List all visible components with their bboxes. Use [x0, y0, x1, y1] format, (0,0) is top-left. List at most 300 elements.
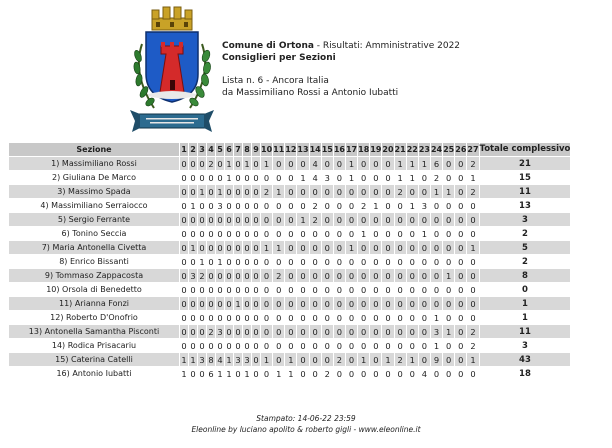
section-votes: 0: [443, 283, 454, 296]
title-line: [222, 41, 460, 53]
section-votes: 0: [297, 241, 308, 254]
section-votes: 0: [431, 367, 442, 380]
candidate-total: 43: [480, 353, 571, 366]
section-votes: 0: [199, 172, 205, 183]
section-votes: 0: [431, 269, 442, 282]
section-votes: 0: [190, 340, 196, 351]
section-votes: 0: [395, 241, 406, 254]
table-row: [9, 171, 570, 184]
section-votes: 0: [431, 255, 442, 268]
section-votes: 0: [261, 339, 272, 352]
candidate-total: 8: [480, 269, 571, 282]
section-votes: 0: [217, 158, 223, 169]
section-votes: 0: [190, 214, 196, 225]
section-votes: 0: [419, 269, 430, 282]
section-votes: 0: [322, 269, 333, 282]
table-body: [9, 157, 570, 380]
section-votes: 0: [395, 269, 406, 282]
section-votes: 0: [244, 172, 250, 183]
section-votes: 2: [467, 157, 478, 170]
candidate-total: 18: [480, 367, 571, 380]
ortona-coat-of-arms: [126, 4, 218, 140]
section-votes: 1: [285, 367, 296, 380]
section-votes: 3: [217, 326, 223, 337]
section-votes: 0: [467, 213, 478, 226]
section-votes: 0: [226, 298, 232, 309]
header-section-19: 19: [370, 145, 382, 154]
section-votes: 0: [235, 242, 241, 253]
header-section-7: 7: [235, 145, 241, 154]
header-section-18: 18: [358, 145, 370, 154]
section-votes: 0: [285, 339, 296, 352]
section-votes: 0: [253, 312, 259, 323]
section-votes: 0: [322, 213, 333, 226]
section-votes: 0: [370, 297, 381, 310]
section-votes: 0: [382, 269, 393, 282]
section-votes: 0: [297, 269, 308, 282]
table-row: [9, 241, 570, 254]
section-votes: 0: [235, 158, 241, 169]
candidate-name: 15) Caterina Catelli: [9, 353, 179, 366]
section-votes: 0: [273, 171, 284, 184]
section-votes: 0: [235, 172, 241, 183]
section-votes: 0: [358, 269, 369, 282]
section-votes: 0: [226, 200, 232, 211]
section-votes: 0: [322, 227, 333, 240]
section-votes: 0: [190, 228, 196, 239]
section-votes: 0: [261, 283, 272, 296]
subtitle: Consiglieri per Sezioni: [222, 52, 336, 63]
section-votes: 0: [297, 255, 308, 268]
section-votes: 0: [310, 241, 321, 254]
page-footer: [0, 413, 612, 435]
section-votes: 1: [181, 354, 187, 365]
section-votes: 0: [467, 199, 478, 212]
section-votes: 0: [334, 339, 345, 352]
section-votes: 0: [273, 325, 284, 338]
section-votes: 0: [455, 367, 466, 380]
section-votes: 1: [226, 368, 232, 379]
section-votes: 2: [467, 325, 478, 338]
section-votes: 0: [310, 339, 321, 352]
section-votes: 0: [181, 200, 187, 211]
section-votes: 0: [297, 199, 308, 212]
candidate-name: 14) Rodica Prisacariu: [9, 339, 179, 352]
section-votes: 0: [419, 353, 430, 366]
section-votes: 0: [443, 353, 454, 366]
section-votes: 0: [226, 340, 232, 351]
crown-icon: [152, 7, 192, 30]
section-votes: 0: [322, 199, 333, 212]
section-votes: 1: [443, 325, 454, 338]
header-section-14: 14: [309, 145, 321, 154]
section-votes: 0: [181, 172, 187, 183]
header-section-22: 22: [406, 145, 418, 154]
section-votes: 0: [297, 367, 308, 380]
section-votes: 1: [419, 157, 430, 170]
section-votes: 0: [334, 157, 345, 170]
section-votes: 0: [407, 325, 418, 338]
header-section-17: 17: [345, 145, 358, 154]
section-votes: 0: [244, 242, 250, 253]
section-votes: 0: [297, 339, 308, 352]
section-votes: 0: [443, 339, 454, 352]
section-votes: 0: [235, 284, 241, 295]
section-votes: 2: [431, 171, 442, 184]
section-votes: 0: [346, 353, 357, 366]
section-votes: 0: [346, 325, 357, 338]
section-votes: 0: [310, 297, 321, 310]
section-votes: 0: [407, 213, 418, 226]
section-votes: 0: [235, 270, 241, 281]
section-votes: 0: [455, 297, 466, 310]
section-votes: 1: [217, 186, 223, 197]
section-votes: 1: [261, 353, 272, 366]
section-votes: 0: [217, 172, 223, 183]
candidate-name: 10) Orsola di Benedetto: [9, 283, 179, 296]
section-votes: 0: [297, 297, 308, 310]
section-votes: 0: [273, 213, 284, 226]
section-votes: 0: [235, 326, 241, 337]
section-votes: 1: [235, 298, 241, 309]
section-votes: 2: [334, 353, 345, 366]
section-votes: 1: [226, 172, 232, 183]
candidate-total: 1: [480, 297, 571, 310]
section-votes: 0: [261, 255, 272, 268]
section-votes: 0: [217, 284, 223, 295]
section-votes: 3: [199, 354, 205, 365]
section-votes: 0: [382, 339, 393, 352]
candidate-total: 3: [480, 339, 571, 352]
section-votes: 1: [273, 367, 284, 380]
candidate-total: 21: [480, 157, 571, 170]
section-votes: 0: [382, 171, 393, 184]
section-votes: 0: [370, 311, 381, 324]
section-votes: 1: [346, 241, 357, 254]
section-votes: 9: [431, 353, 442, 366]
section-votes: 0: [370, 185, 381, 198]
section-votes: 0: [235, 186, 241, 197]
section-votes: 1: [190, 242, 196, 253]
section-votes: 1: [217, 368, 223, 379]
candidate-name: 3) Massimo Spada: [9, 185, 179, 198]
section-votes: 2: [467, 185, 478, 198]
header-totale: Totale complessivo: [479, 144, 571, 154]
section-votes: 0: [334, 367, 345, 380]
section-votes: 0: [217, 298, 223, 309]
section-votes: 0: [253, 214, 259, 225]
credits-link[interactable]: Eleonline by luciano apolito & roberto gigli - www.eleonline.it: [191, 425, 421, 434]
section-votes: 0: [346, 311, 357, 324]
section-votes: 1: [431, 311, 442, 324]
section-votes: 0: [346, 339, 357, 352]
section-votes: 0: [346, 185, 357, 198]
section-votes: 0: [208, 256, 214, 267]
section-votes: 0: [431, 241, 442, 254]
section-votes: 6: [431, 157, 442, 170]
section-votes: 0: [322, 157, 333, 170]
section-votes: 0: [253, 158, 259, 169]
section-votes: 0: [346, 255, 357, 268]
section-votes: 0: [226, 270, 232, 281]
section-votes: 0: [253, 228, 259, 239]
section-votes: 0: [273, 353, 284, 366]
header-section-4: 4: [208, 145, 214, 154]
section-votes: 0: [322, 283, 333, 296]
section-votes: 2: [261, 185, 272, 198]
section-votes: 0: [370, 269, 381, 282]
results-title: Risultati: Amministrative 2022: [322, 41, 461, 51]
section-votes: 0: [208, 228, 214, 239]
section-votes: 0: [455, 255, 466, 268]
section-votes: 3: [419, 199, 430, 212]
section-votes: 0: [382, 255, 393, 268]
section-votes: 1: [467, 241, 478, 254]
candidate-total: 15: [480, 171, 571, 184]
section-votes: 0: [431, 213, 442, 226]
section-votes: 0: [407, 241, 418, 254]
section-votes: 0: [253, 270, 259, 281]
section-votes: 1: [358, 227, 369, 240]
section-votes: 0: [419, 171, 430, 184]
section-votes: 0: [208, 186, 214, 197]
header-section-27: 27: [467, 145, 479, 154]
table-row: [9, 227, 570, 240]
section-votes: 0: [407, 283, 418, 296]
section-votes: 0: [467, 255, 478, 268]
section-votes: 0: [208, 298, 214, 309]
section-votes: 0: [285, 283, 296, 296]
section-votes: 0: [217, 312, 223, 323]
candidate-total: 2: [480, 227, 571, 240]
section-votes: 3: [217, 200, 223, 211]
section-votes: 0: [370, 227, 381, 240]
section-votes: 0: [181, 228, 187, 239]
section-votes: 0: [322, 311, 333, 324]
section-votes: 0: [273, 311, 284, 324]
section-votes: 0: [199, 368, 205, 379]
section-votes: 1: [244, 368, 250, 379]
section-votes: 1: [297, 213, 308, 226]
section-votes: 0: [370, 171, 381, 184]
table-row: [9, 269, 570, 282]
candidate-total: 13: [480, 199, 571, 212]
section-votes: 0: [208, 172, 214, 183]
section-votes: 0: [235, 214, 241, 225]
section-votes: 0: [253, 368, 259, 379]
section-votes: 0: [244, 312, 250, 323]
ribbon-icon: [130, 110, 214, 132]
table-row: [9, 325, 570, 338]
section-votes: 2: [358, 199, 369, 212]
section-votes: 0: [455, 185, 466, 198]
section-votes: 1: [261, 241, 272, 254]
section-votes: 1: [190, 354, 196, 365]
section-votes: 0: [407, 227, 418, 240]
section-votes: 0: [285, 325, 296, 338]
section-votes: 1: [407, 199, 418, 212]
section-votes: 0: [407, 367, 418, 380]
section-votes: 0: [334, 297, 345, 310]
section-votes: 0: [190, 256, 196, 267]
section-votes: 4: [217, 354, 223, 365]
section-votes: 0: [431, 297, 442, 310]
section-votes: 0: [253, 298, 259, 309]
section-votes: 0: [455, 325, 466, 338]
section-votes: 0: [382, 157, 393, 170]
section-votes: 0: [297, 283, 308, 296]
section-votes: 0: [358, 185, 369, 198]
section-votes: 0: [346, 199, 357, 212]
section-votes: 0: [310, 283, 321, 296]
section-votes: 0: [190, 312, 196, 323]
section-votes: 1: [261, 157, 272, 170]
section-votes: 0: [181, 326, 187, 337]
section-votes: 2: [310, 199, 321, 212]
section-votes: 1: [407, 171, 418, 184]
section-votes: 3: [431, 325, 442, 338]
section-votes: 1: [285, 353, 296, 366]
candidates-range: da Massimiliano Rossi a Antonio Iubatti: [222, 87, 399, 98]
section-votes: 0: [455, 199, 466, 212]
section-votes: 0: [443, 297, 454, 310]
section-votes: 0: [244, 186, 250, 197]
header-section-5: 5: [217, 145, 223, 154]
shield-icon: [146, 32, 198, 102]
section-votes: 0: [334, 241, 345, 254]
section-votes: 0: [244, 200, 250, 211]
section-votes: 0: [190, 368, 196, 379]
section-votes: 0: [297, 185, 308, 198]
section-votes: 6: [208, 368, 214, 379]
section-votes: 0: [181, 270, 187, 281]
section-votes: 0: [382, 199, 393, 212]
section-votes: 0: [226, 214, 232, 225]
header-section-26: 26: [455, 145, 467, 154]
section-votes: 0: [443, 311, 454, 324]
section-votes: 0: [261, 297, 272, 310]
header-section-2: 2: [190, 145, 196, 154]
section-votes: 0: [208, 270, 214, 281]
header-section-15: 15: [321, 145, 333, 154]
section-votes: 4: [310, 157, 321, 170]
section-votes: 0: [346, 283, 357, 296]
section-votes: 0: [419, 325, 430, 338]
section-votes: 1: [358, 353, 369, 366]
section-votes: 0: [261, 325, 272, 338]
section-votes: 0: [217, 214, 223, 225]
table-row: [9, 185, 570, 198]
section-votes: 0: [285, 227, 296, 240]
page-header: [222, 41, 460, 99]
section-votes: 0: [244, 298, 250, 309]
section-votes: 0: [431, 227, 442, 240]
section-votes: 0: [419, 311, 430, 324]
section-votes: 0: [208, 340, 214, 351]
section-votes: 0: [285, 199, 296, 212]
section-votes: 0: [443, 255, 454, 268]
table-row: [9, 297, 570, 310]
section-votes: 0: [358, 241, 369, 254]
table-row: [9, 311, 570, 324]
section-votes: 2: [467, 339, 478, 352]
table-row: [9, 339, 570, 352]
section-votes: 0: [261, 213, 272, 226]
section-votes: 0: [273, 283, 284, 296]
section-votes: 0: [235, 340, 241, 351]
section-votes: 0: [455, 339, 466, 352]
table-row: [9, 353, 570, 366]
section-votes: 1: [431, 185, 442, 198]
section-votes: 1: [370, 199, 381, 212]
section-votes: 0: [226, 228, 232, 239]
section-votes: 0: [346, 269, 357, 282]
section-votes: 0: [407, 311, 418, 324]
section-votes: 0: [199, 298, 205, 309]
section-votes: 1: [346, 157, 357, 170]
section-votes: 1: [226, 158, 232, 169]
section-votes: 1: [407, 157, 418, 170]
section-votes: 0: [358, 339, 369, 352]
section-votes: 3: [322, 171, 333, 184]
section-votes: 0: [190, 172, 196, 183]
section-votes: 0: [419, 213, 430, 226]
section-votes: 4: [419, 367, 430, 380]
header-section-3: 3: [199, 145, 205, 154]
header-section-24: 24: [430, 145, 443, 154]
section-votes: 0: [443, 367, 454, 380]
section-votes: 0: [253, 172, 259, 183]
section-votes: 0: [455, 227, 466, 240]
header-section-23: 23: [418, 145, 430, 154]
section-votes: 0: [419, 241, 430, 254]
section-votes: 0: [382, 311, 393, 324]
section-votes: 1: [273, 241, 284, 254]
section-votes: 1: [382, 353, 393, 366]
section-votes: 0: [467, 269, 478, 282]
section-votes: 1: [467, 171, 478, 184]
section-votes: 0: [334, 255, 345, 268]
section-votes: 0: [346, 367, 357, 380]
section-votes: 0: [395, 367, 406, 380]
section-votes: 0: [217, 228, 223, 239]
section-votes: 0: [261, 171, 272, 184]
section-votes: 1: [244, 158, 250, 169]
results-table: [8, 142, 571, 381]
section-votes: 0: [467, 227, 478, 240]
header-section-21: 21: [394, 145, 406, 154]
section-votes: 0: [244, 228, 250, 239]
section-votes: 1: [419, 227, 430, 240]
section-votes: 0: [208, 200, 214, 211]
section-votes: 0: [370, 241, 381, 254]
section-votes: 0: [253, 242, 259, 253]
candidate-total: 11: [480, 325, 571, 338]
section-votes: 2: [208, 158, 214, 169]
section-votes: 1: [273, 185, 284, 198]
section-votes: 0: [382, 367, 393, 380]
section-votes: 0: [322, 241, 333, 254]
section-votes: 0: [297, 157, 308, 170]
section-votes: 2: [395, 185, 406, 198]
header-section-11: 11: [273, 145, 285, 154]
section-votes: 0: [199, 158, 205, 169]
header-section-8: 8: [244, 145, 250, 154]
section-votes: 0: [443, 171, 454, 184]
section-votes: 0: [285, 297, 296, 310]
section-votes: 0: [419, 339, 430, 352]
section-votes: 0: [358, 213, 369, 226]
